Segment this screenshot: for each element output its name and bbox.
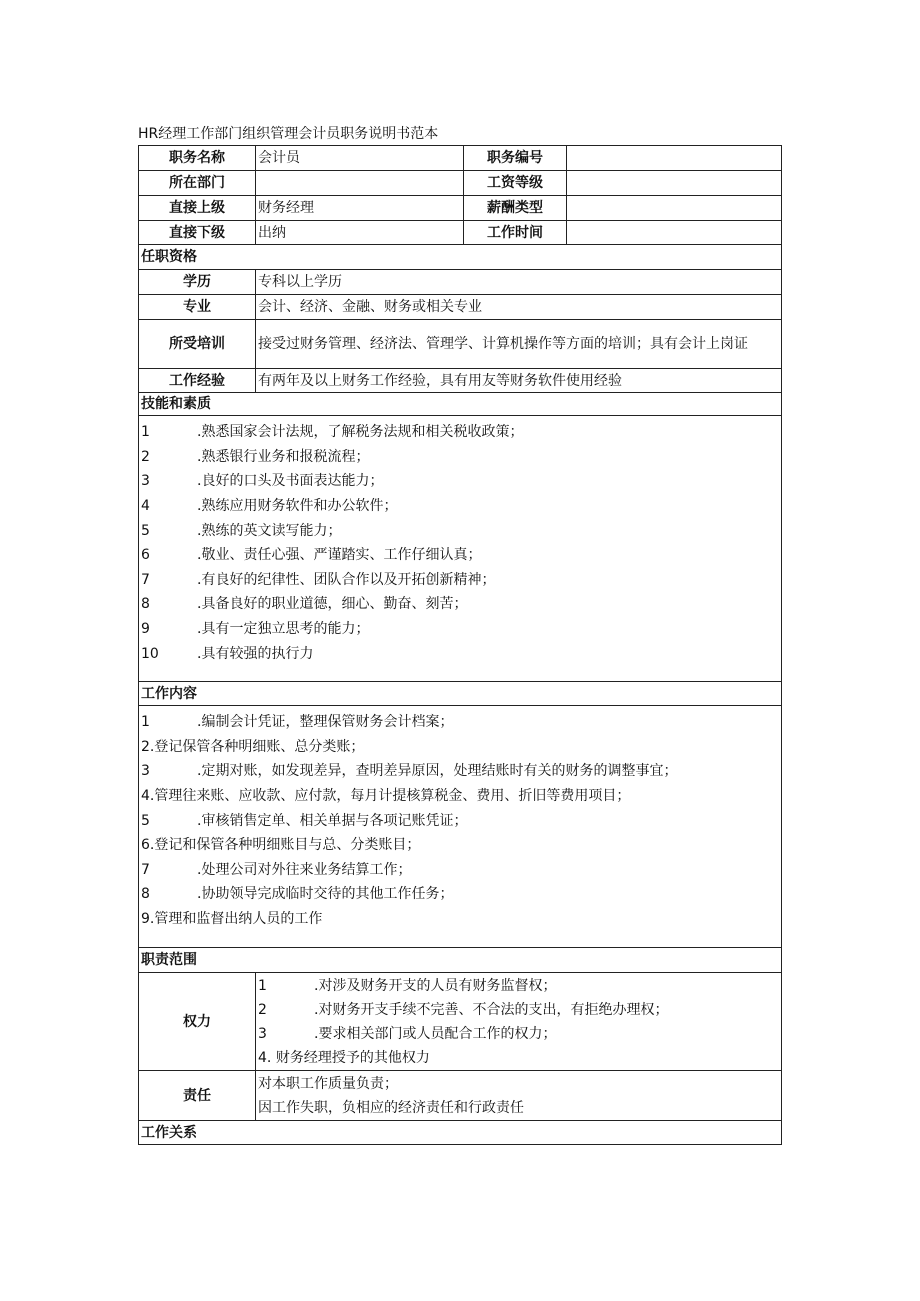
row-job-name bbox=[139, 146, 782, 171]
row-scope-heading bbox=[139, 948, 782, 973]
list-item-text: .具备良好的职业道德，细心、勤奋、刻苦； bbox=[197, 596, 468, 613]
list-item bbox=[141, 735, 779, 760]
pay-type-value bbox=[567, 196, 782, 221]
list-item-number: 4 bbox=[258, 1050, 267, 1066]
row-duty bbox=[139, 1071, 782, 1121]
skills-list bbox=[139, 416, 782, 682]
experience-value: 有两年及以上财务工作经验，具有用友等财务软件使用经验 bbox=[256, 369, 782, 393]
list-item-text: .有良好的纪律性、团队合作以及开拓创新精神； bbox=[197, 571, 496, 588]
row-education bbox=[139, 270, 782, 295]
subordinate-value: 出纳 bbox=[256, 221, 464, 245]
list-item-number: 3 bbox=[141, 473, 150, 490]
duty-list bbox=[256, 1071, 782, 1121]
list-item-text: .管理往来账、应收款、应付款，每月计提核算税金、费用、折旧等费用项目； bbox=[149, 788, 631, 805]
list-item-text: .管理和监督出纳人员的工作 bbox=[149, 911, 323, 928]
list-item-text: .熟悉国家会计法规，了解税务法规和相关税收政策； bbox=[197, 424, 524, 441]
dept-label: 所在部门 bbox=[139, 171, 256, 196]
duty-label: 责任 bbox=[139, 1071, 256, 1121]
list-item bbox=[141, 420, 779, 445]
list-item bbox=[141, 882, 779, 907]
list-item-text: .登记和保管各种明细账目与总、分类账目； bbox=[149, 837, 421, 854]
work-time-label: 工作时间 bbox=[464, 221, 567, 245]
dept-value bbox=[256, 171, 464, 196]
list-item bbox=[141, 907, 779, 932]
list-item-number: 7 bbox=[141, 861, 150, 878]
list-item bbox=[141, 784, 779, 809]
salary-grade-label: 工资等级 bbox=[464, 171, 567, 196]
list-item bbox=[258, 1072, 779, 1096]
list-item bbox=[141, 469, 779, 494]
list-item-text: .熟悉银行业务和报税流程； bbox=[197, 448, 370, 465]
list-item-number: 2 bbox=[141, 738, 150, 755]
row-major bbox=[139, 295, 782, 320]
row-relations-heading bbox=[139, 1121, 782, 1145]
subordinate-label: 直接下级 bbox=[139, 221, 256, 245]
list-item-text: .敬业、责任心强、严谨踏实、工作仔细认真； bbox=[197, 547, 482, 564]
row-skills-list bbox=[139, 416, 782, 682]
list-item bbox=[141, 808, 779, 833]
list-item-number: 2 bbox=[141, 448, 150, 465]
work-content-list bbox=[139, 706, 782, 948]
list-item-text: .对财务开支手续不完善、不合法的支出，有拒绝办理权； bbox=[314, 1002, 669, 1018]
list-item bbox=[258, 974, 779, 998]
pay-type-label: 薪酬类型 bbox=[464, 196, 567, 221]
list-item-text: .编制会计凭证，整理保管财务会计档案； bbox=[197, 714, 454, 731]
list-item-text: .登记保管各种明细账、总分类账； bbox=[149, 738, 365, 755]
list-item-number: 5 bbox=[141, 522, 150, 539]
list-item-number: 1 bbox=[141, 424, 150, 441]
list-item-text: .审核销售定单、相关单据与各项记账凭证； bbox=[197, 812, 468, 829]
list-item bbox=[141, 617, 779, 642]
list-item-text: .具有较强的执行力 bbox=[197, 645, 314, 662]
list-item-text: 对本职工作质量负责； bbox=[258, 1076, 398, 1092]
list-item-number: 6 bbox=[141, 837, 150, 854]
list-item-number: 8 bbox=[141, 596, 150, 613]
experience-label: 工作经验 bbox=[139, 369, 256, 393]
row-experience bbox=[139, 369, 782, 393]
list-item-text: .具有一定独立思考的能力； bbox=[197, 621, 370, 638]
list-item-text: .定期对账，如发现差异，查明差异原因，处理结账时有关的财务的调整事宜； bbox=[197, 763, 678, 780]
list-item-text: .处理公司对外往来业务结算工作； bbox=[197, 861, 412, 878]
row-work-content-list bbox=[139, 706, 782, 948]
list-item-number: 1 bbox=[141, 714, 150, 731]
list-item-text: .良好的口头及书面表达能力； bbox=[197, 473, 384, 490]
list-item bbox=[141, 543, 779, 568]
list-item-text: .熟练的英文读写能力； bbox=[197, 522, 342, 539]
education-value: 专科以上学历 bbox=[256, 270, 782, 295]
document-title: HR经理工作部门组织管理会计员职务说明书范本 bbox=[138, 126, 439, 142]
row-work-content-heading bbox=[139, 682, 782, 706]
major-label: 专业 bbox=[139, 295, 256, 320]
row-skills-heading bbox=[139, 393, 782, 416]
list-item-number: 8 bbox=[141, 886, 150, 903]
list-item bbox=[141, 568, 779, 593]
list-item-text: . 财务经理授予的其他权力 bbox=[266, 1050, 430, 1066]
list-item-number: 6 bbox=[141, 547, 150, 564]
power-label: 权力 bbox=[139, 973, 256, 1071]
list-item bbox=[141, 759, 779, 784]
list-item bbox=[141, 445, 779, 470]
list-item bbox=[258, 1046, 779, 1070]
job-code-value bbox=[567, 146, 782, 171]
list-item-number: 9 bbox=[141, 621, 150, 638]
work-time-value bbox=[567, 221, 782, 245]
list-item-text: 因工作失职，负相应的经济责任和行政责任 bbox=[258, 1100, 524, 1116]
salary-grade-value bbox=[567, 171, 782, 196]
major-value: 会计、经济、金融、财务或相关专业 bbox=[256, 295, 782, 320]
job-name-label: 职务名称 bbox=[139, 146, 256, 171]
job-description-table bbox=[138, 145, 782, 1145]
list-item-text: .协助领导完成临时交待的其他工作任务； bbox=[197, 886, 454, 903]
list-item bbox=[258, 1096, 779, 1120]
list-item-number: 4 bbox=[141, 788, 150, 805]
list-item-number: 1 bbox=[258, 978, 267, 994]
list-item-number: 4 bbox=[141, 498, 150, 515]
scope-heading: 职责范围 bbox=[139, 948, 782, 973]
training-value: 接受过财务管理、经济法、管理学、计算机操作等方面的培训；具有会计上岗证 bbox=[256, 320, 782, 369]
list-item-text: .熟练应用财务软件和办公软件； bbox=[197, 498, 398, 515]
list-item bbox=[141, 641, 779, 666]
education-label: 学历 bbox=[139, 270, 256, 295]
relations-heading: 工作关系 bbox=[139, 1121, 782, 1145]
training-label: 所受培训 bbox=[139, 320, 256, 369]
row-dept bbox=[139, 171, 782, 196]
row-training bbox=[139, 320, 782, 369]
row-superior bbox=[139, 196, 782, 221]
list-item bbox=[141, 858, 779, 883]
row-subordinate bbox=[139, 221, 782, 245]
list-item bbox=[141, 833, 779, 858]
list-item-number: 7 bbox=[141, 571, 150, 588]
list-item-number: 3 bbox=[258, 1026, 267, 1042]
skills-heading: 技能和素质 bbox=[139, 393, 782, 416]
list-item-text: .要求相关部门或人员配合工作的权力； bbox=[314, 1026, 557, 1042]
superior-label: 直接上级 bbox=[139, 196, 256, 221]
list-item bbox=[258, 1022, 779, 1046]
list-item bbox=[141, 710, 779, 735]
superior-value: 财务经理 bbox=[256, 196, 464, 221]
work-content-heading: 工作内容 bbox=[139, 682, 782, 706]
list-item-number: 3 bbox=[141, 763, 150, 780]
list-item bbox=[258, 998, 779, 1022]
row-power bbox=[139, 973, 782, 1071]
list-item-number: 2 bbox=[258, 1002, 267, 1018]
list-item bbox=[141, 518, 779, 543]
list-item-number: 5 bbox=[141, 812, 150, 829]
qualification-heading: 任职资格 bbox=[139, 245, 782, 270]
job-code-label: 职务编号 bbox=[464, 146, 567, 171]
list-item-number: 10 bbox=[141, 645, 159, 662]
job-name-value: 会计员 bbox=[256, 146, 464, 171]
row-qualification-heading bbox=[139, 245, 782, 270]
power-list bbox=[256, 973, 782, 1071]
list-item bbox=[141, 494, 779, 519]
list-item-number: 9 bbox=[141, 911, 150, 928]
list-item-text: .对涉及财务开支的人员有财务监督权； bbox=[314, 978, 557, 994]
list-item bbox=[141, 592, 779, 617]
